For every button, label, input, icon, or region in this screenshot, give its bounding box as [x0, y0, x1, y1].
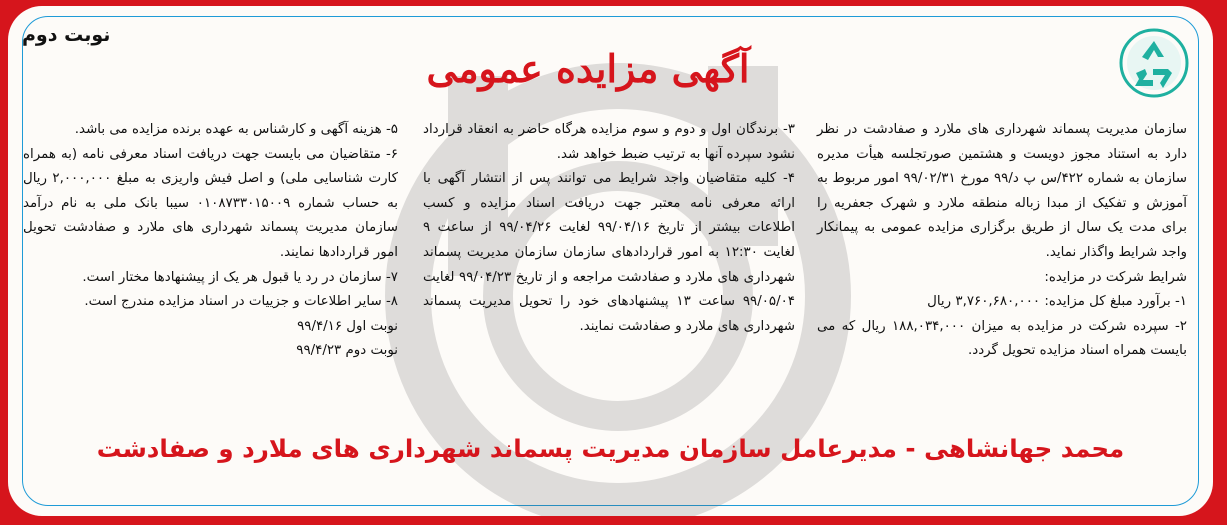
condition-item-1: ۱- برآورد مبلغ کل مزایده: ۳,۷۶۰,۶۸۰,۰۰۰ ریال — [927, 294, 1187, 310]
recycle-icon — [1119, 28, 1189, 98]
second-round-date: نوبت دوم ۹۹/۴/۲۳ — [296, 343, 398, 359]
column-left — [23, 118, 398, 364]
condition-item-4: ۴- کلیه متقاضیان واجد شرایط می توانند پس از انتشار آگهی با ارائه معرفی نامه معتبر جهت دریافت اسناد مزایده و کسب اطلاعات بیشتر از تاریخ ۹۹/۰۴/۱۶ لغایت ۹۹/۰۴/۲۶ از ساعت ۹ لغایت ۱۲:۳۰ به امور قراردادهای سازمان سازمان مدیریت پسماند شهرداری های ملارد و صفادشت مراجعه و از تاریخ ۹۹/۰۴/۲۳ لغایت ۹۹/۰۵/۰۴ ساعت ۱۳ پیشنهادهای خود را تحویل مدیریت پسماند شهرداری های ملارد و صفادشت نمایند. — [423, 171, 796, 334]
condition-item-5: ۵- هزینه آگهی و کارشناس به عهده برنده مزایده می باشد. — [74, 122, 398, 137]
condition-item-3: ۳- برندگان اول و دوم و سوم مزایده هرگاه حاضر به انعقاد قرارداد نشود سپرده آنها به ترتیب ضبط خواهد شد. — [423, 122, 795, 162]
first-round-date: نوبت اول ۹۹/۴/۱۶ — [297, 318, 398, 334]
condition-item-8: ۸- سایر اطلاعات و جزییات در اسناد مزایده مندرج است. — [84, 294, 398, 310]
conditions-title: شرایط شرکت در مزایده: — [1044, 269, 1187, 285]
column-right — [817, 118, 1187, 364]
column-middle — [423, 118, 795, 339]
notice-title: آگهی مزایده عمومی — [426, 46, 750, 91]
signature-line: محمد جهانشاهی - مدیرعامل سازمان مدیریت پسماند شهرداری های ملارد و صفادشت — [96, 434, 1125, 463]
intro-paragraph: سازمان مدیریت پسماند شهرداری های ملارد و صفادشت در نظر دارد به استناد مجوز دویست و هشتمین صورتجلسه هیأت مدیره سازمان به شماره ۴۲۲/س پ د/۹۹ مورخ ۹۹/۰۲/۳۱ امور مربوط به آموزش و تفکیک از مبدا زباله منطقه ملارد و شهرک جعفریه را برای مدت یک سال از طریق برگزاری مزایده عمومی به پیمانکار واجد شرایط واگذار نماید. — [817, 122, 1188, 260]
notice-frame — [8, 6, 1213, 516]
condition-item-7: ۷- سازمان در رد یا قبول هر یک از پیشنهادها مختار است. — [82, 269, 398, 285]
condition-item-6: ۶- متقاضیان می بایست جهت دریافت اسناد معرفی نامه (به همراه کارت شناسایی ملی) و اصل فیش واریزی به مبلغ ۲,۰۰۰,۰۰۰ ریال به حساب شماره ۰۱۰۸۷۳۳۰۱۵۰۰۹ سیبا بانک ملی به نام درآمد سازمان مدیریت پسماند شهرداری های ملارد و صفادشت تحویل امور قراردادها نمایند. — [23, 146, 398, 260]
condition-item-2: ۲- سپرده شرکت در مزایده به میزان ۱۸۸,۰۳۴,۰۰۰ ریال که می بایست همراه اسناد مزایده تحویل گردد. — [817, 318, 1187, 359]
round-label: نوبت دوم — [22, 24, 111, 46]
